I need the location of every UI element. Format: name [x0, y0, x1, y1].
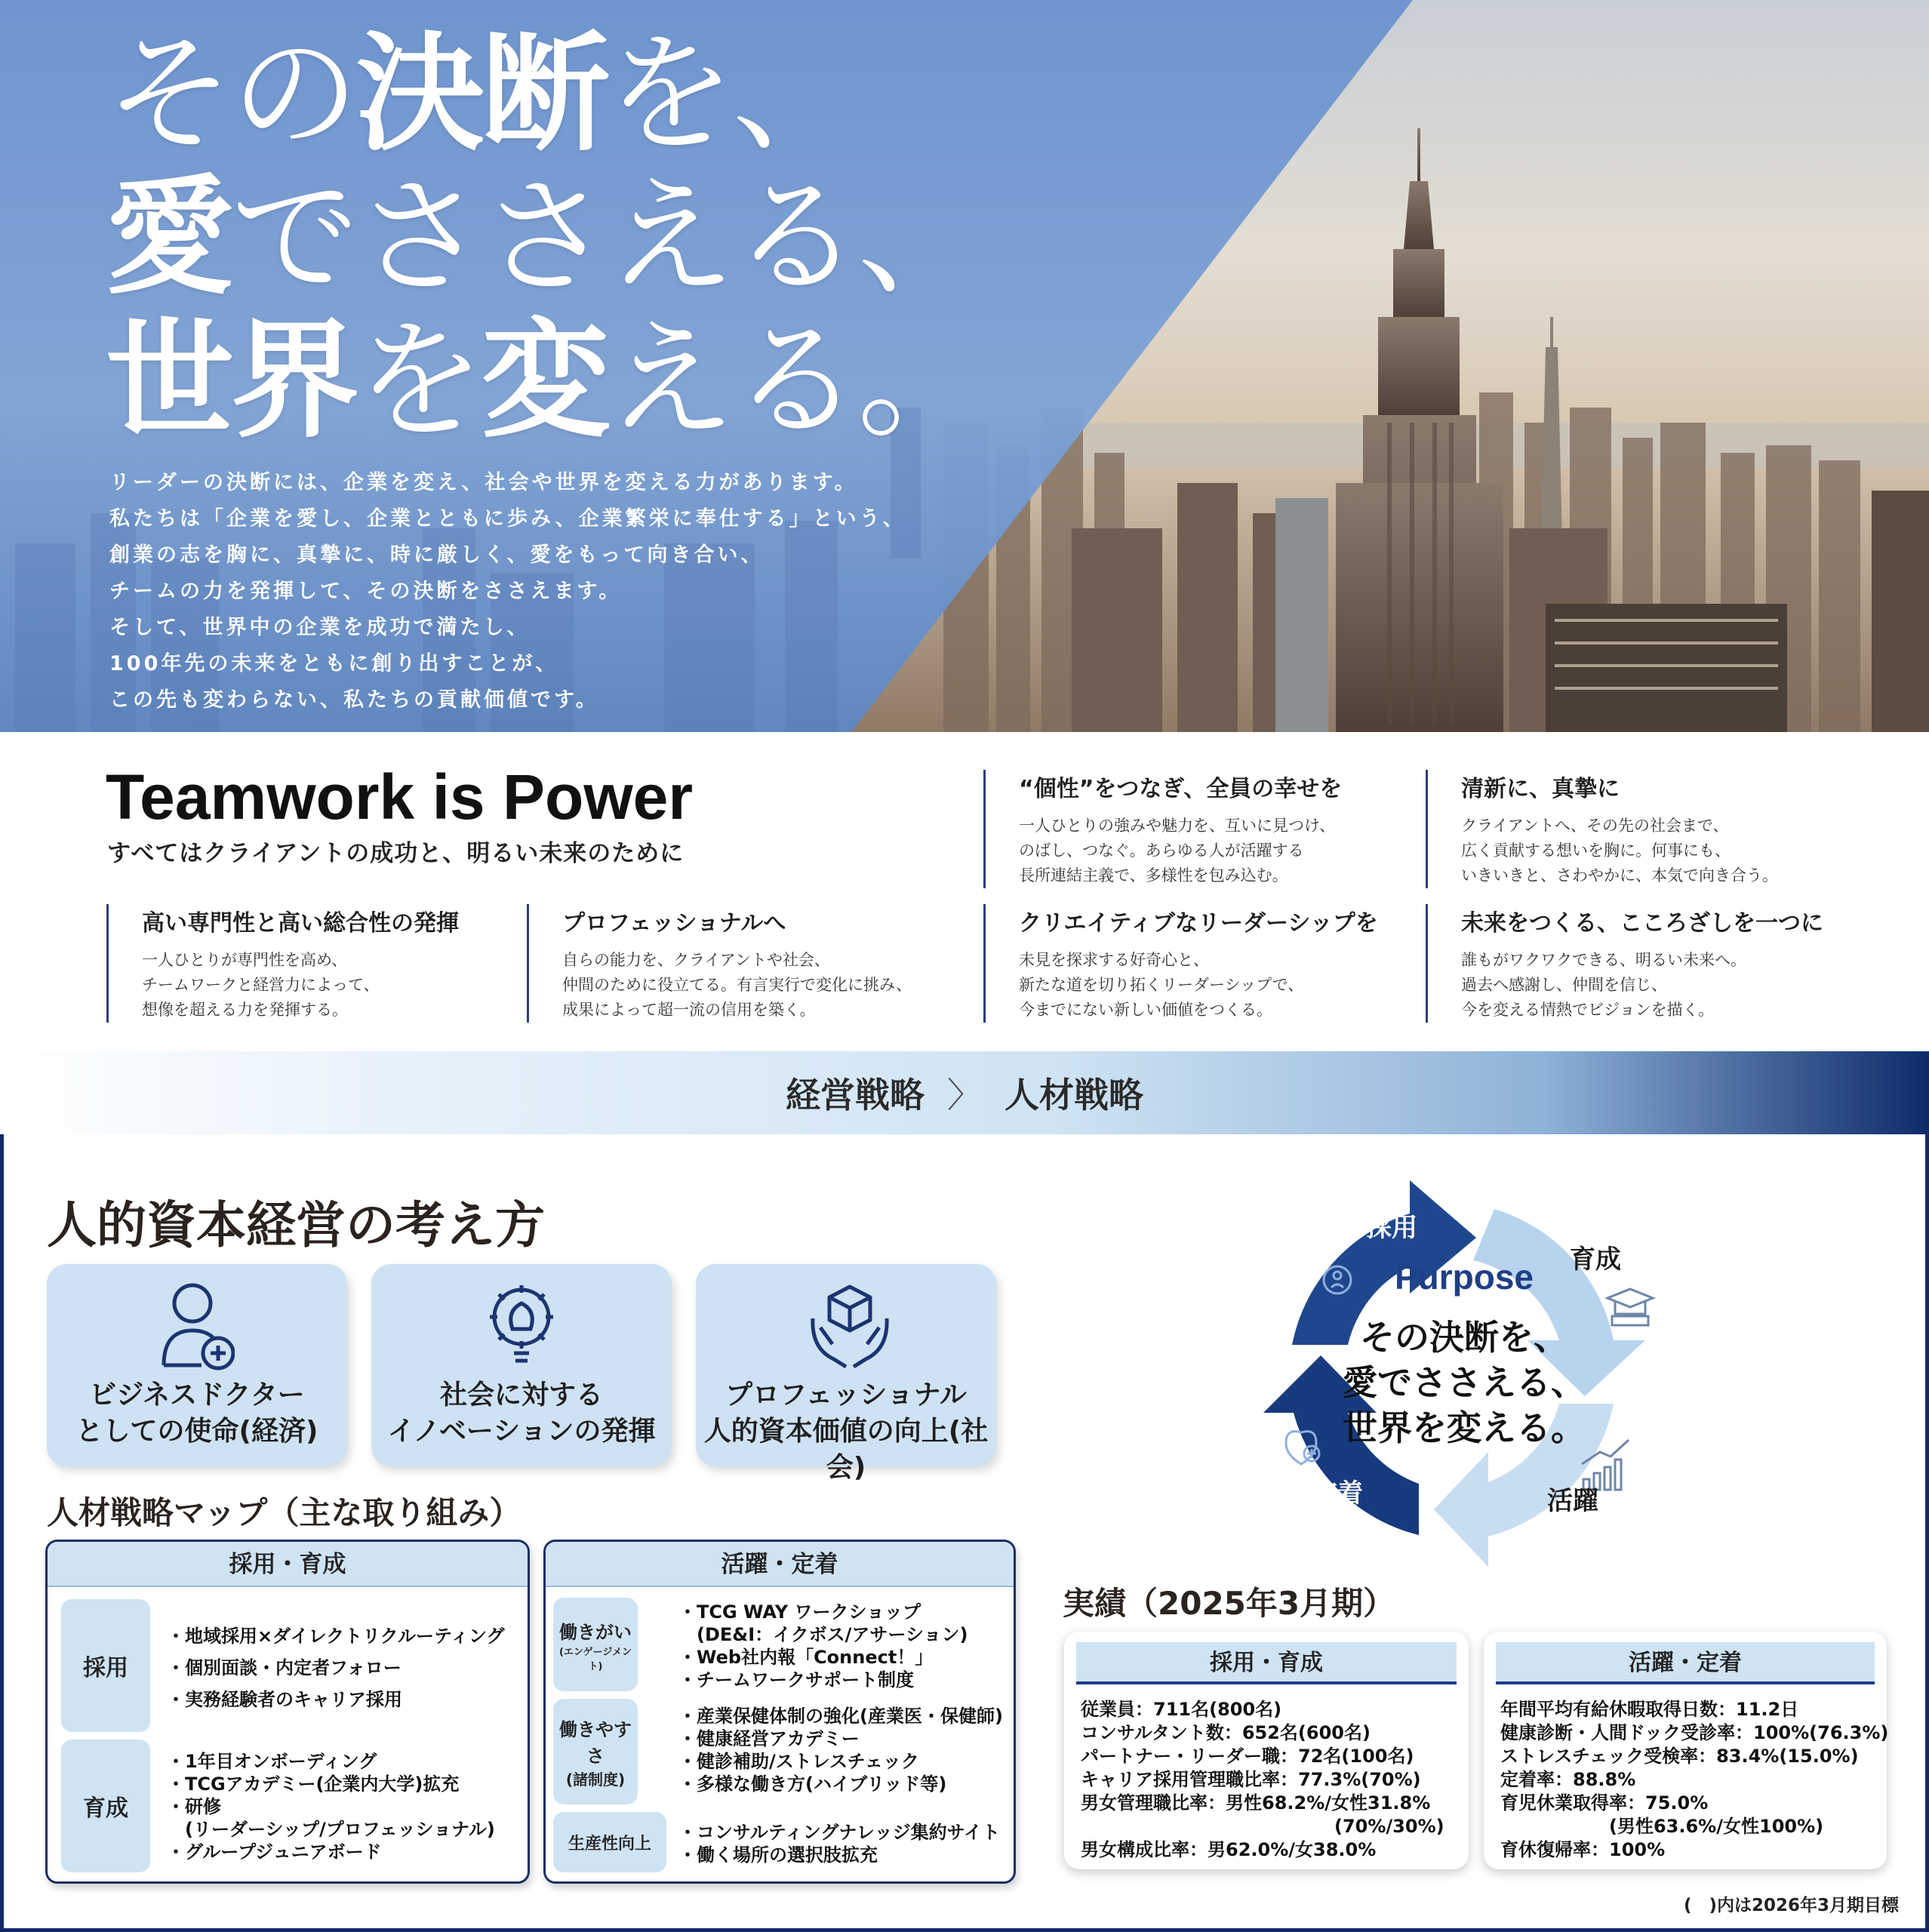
value-desc-line: 今を変える情熱でビジョンを描く。 [1461, 1001, 1715, 1019]
map-item-list [678, 1705, 1003, 1795]
value-desc [1461, 814, 1878, 888]
map-item: ・働く場所の選択肢拡充 [678, 1844, 878, 1866]
results-right-list [1500, 1698, 1888, 1862]
value-item [983, 904, 1406, 1023]
pillar-card [371, 1264, 672, 1466]
result-line: 定着率：88.8% [1500, 1769, 1636, 1790]
value-item [106, 904, 514, 1023]
map-tag: 採用 [61, 1599, 150, 1732]
results-left-list [1081, 1698, 1444, 1862]
chevron-right-icon: 〉 [947, 1075, 982, 1115]
map-right-header: 活躍・定着 [546, 1542, 1014, 1587]
person-add-icon [159, 1281, 235, 1371]
value-desc [562, 948, 964, 1023]
headline-line-1 [106, 20, 983, 169]
hero-section [0, 0, 1929, 732]
value-desc-line: 新たな道を切り拓くリーダーシップで、 [1019, 976, 1304, 994]
result-line: コンサルタント数：652名(600名) [1081, 1722, 1371, 1743]
result-line: (70%/30%) [1081, 1816, 1444, 1837]
result-line: 健康診断・人間ドック受診率：100%(76.3%) [1500, 1722, 1889, 1743]
results-left-header: 採用・育成 [1076, 1642, 1457, 1684]
value-title: プロフェッショナルへ [562, 910, 786, 937]
map-tag [553, 1699, 638, 1804]
purpose-cycle-diagram [1223, 1147, 1706, 1600]
value-desc-line: 広く貢献する想いを胸に。何事にも、 [1461, 841, 1731, 860]
pillar-label-line: ビジネスドクター [89, 1380, 305, 1411]
value-desc-line: 今までにない新しい価値をつくる。 [1019, 1001, 1272, 1019]
value-desc-line: クライアントへ、その先の社会まで、 [1461, 817, 1729, 835]
pillar-label-line: 社会に対する [439, 1380, 603, 1411]
pillar-card [696, 1264, 996, 1483]
results-footnote: ( )内は2026年3月期目標 [1683, 1896, 1899, 1915]
value-title: クリエイティブなリーダーシップを [1019, 910, 1378, 937]
value-item [983, 770, 1406, 888]
map-item: ・研修 [167, 1796, 221, 1817]
value-desc [142, 948, 514, 1023]
pillar-label [696, 1377, 996, 1486]
value-item [1426, 904, 1909, 1023]
pillar-label [371, 1377, 672, 1450]
map-item-list [678, 1821, 1000, 1866]
value-desc [1019, 814, 1406, 888]
results-title: 実績（2025年3月期） [1063, 1585, 1395, 1622]
result-line: ストレスチェック受検率：83.4%(15.0%) [1500, 1746, 1859, 1767]
map-item: ・Web社内報「Connect！」 [678, 1647, 934, 1668]
map-item: ・健診補助/ストレスチェック [678, 1751, 919, 1772]
map-tag: 生産性向上 [553, 1812, 666, 1872]
headline-text-bold: 愛 [106, 163, 232, 312]
map-item: ・個別面談・内定者フォロー [167, 1657, 401, 1678]
map-item: ・健康経営アカデミー [678, 1728, 860, 1749]
value-title: 未来をつくる、こころざしを一つに [1461, 910, 1823, 937]
strategy-map-right [543, 1540, 1016, 1884]
result-line: 育児休業取得率：75.0% [1500, 1792, 1709, 1814]
banner-left-label: 経営戦略 [786, 1075, 925, 1115]
value-desc-line: いきいきと、さわやかに、本気で向き合う。 [1461, 866, 1778, 884]
result-line: (男性63.6%/女性100%) [1500, 1816, 1824, 1837]
cycle-center-line: 愛でささえる、 [1343, 1362, 1586, 1403]
map-item-list [678, 1601, 968, 1691]
cycle-label-teichaku: 定着 [1312, 1478, 1363, 1509]
headline-text-bold: 決断 [356, 20, 608, 169]
value-desc-line: 過去へ感謝し、仲間を信じ、 [1461, 976, 1667, 994]
headline-text-bold: 世界 [106, 306, 357, 456]
headline-text: でささえる、 [231, 163, 983, 312]
hero-body-line: 100年先の未来をともに創り出すことが、 [109, 652, 559, 675]
cycle-label-ikusei: 育成 [1570, 1244, 1621, 1275]
result-line: 年間平均有給休暇取得日数：11.2日 [1500, 1699, 1799, 1720]
hero-body-text [109, 465, 906, 718]
headline-line-3 [106, 306, 983, 456]
map-tag-sublabel: (諸制度) [565, 1770, 626, 1789]
map-item: ・コンサルティングナレッジ集約サイト [678, 1822, 1000, 1843]
value-desc-line: 仲間のために役立てる。有言実行で変化に挑み、 [562, 976, 912, 994]
value-desc-line: 成果によって超一流の信用を築く。 [562, 1001, 816, 1019]
cycle-center-title: Purpose [1394, 1257, 1534, 1297]
map-tag: 育成 [61, 1740, 150, 1872]
results-right-card [1484, 1632, 1887, 1869]
result-line: 男女管理職比率：男性68.2%/女性31.8% [1081, 1792, 1431, 1814]
headline-text: その [106, 20, 357, 169]
pillar-label-line: プロフェッショナル [725, 1380, 967, 1411]
hc-title: 人的資本経営の考え方 [47, 1196, 545, 1254]
strategy-banner-text [0, 1051, 1929, 1134]
graduation-cap-icon [1608, 1289, 1653, 1325]
strategy-map-left [45, 1540, 530, 1884]
map-item: ・地域採用×ダイレクトリクルーティング [167, 1626, 505, 1647]
value-title: 清新に、真摯に [1461, 776, 1620, 802]
value-desc-line: 長所連結主義で、多様性を包み込む。 [1019, 866, 1288, 884]
hero-body-line: 私たちは「企業を愛し、企業とともに歩み、企業繁栄に奉仕する」という、 [109, 507, 906, 531]
value-desc-line: 一人ひとりの強みや魅力を、互いに見つけ、 [1019, 817, 1336, 835]
map-left-header: 採用・育成 [48, 1542, 528, 1587]
hero-headline [106, 20, 983, 456]
map-tag [553, 1598, 638, 1691]
value-desc-line: チームワークと経営力によって、 [142, 976, 380, 994]
map-item: ・グループジュニアボード [167, 1841, 382, 1863]
map-tag-label: 働きがい [559, 1621, 632, 1643]
pillar-label-line: イノベーションの発揮 [387, 1416, 656, 1447]
headline-text: を [356, 306, 482, 456]
hero-body-line: リーダーの決断には、企業を変え、社会や世界を変える力があります。 [109, 471, 858, 494]
result-line: 育休復帰率：100% [1500, 1839, 1666, 1860]
values-title: Teamwork is Power [106, 761, 694, 832]
value-title: 高い専門性と高い総合性の発揮 [142, 910, 459, 937]
headline-line-2 [106, 163, 983, 312]
cycle-label-katsuyaku: 活躍 [1547, 1486, 1598, 1516]
result-line: 従業員：711名(800名) [1081, 1699, 1282, 1720]
map-item: ・TCGアカデミー(企業内大学)拡充 [167, 1774, 460, 1795]
cycle-label-saiyou: 採用 [1366, 1213, 1417, 1243]
map-item: (リーダーシップ/プロフェッショナル) [167, 1819, 495, 1840]
value-desc [1461, 948, 1909, 1023]
cycle-center-line: 世界を変える。 [1343, 1407, 1586, 1448]
pillar-label [47, 1377, 347, 1450]
map-item-list [167, 1750, 495, 1863]
hero-body-line: 創業の志を胸に、真摯に、時に厳しく、愛をもって向き合い、 [109, 543, 765, 567]
map-tag-label: 働きやすさ [559, 1718, 632, 1767]
strategy-map-title: 人材戦略マップ（主な取り組み） [47, 1494, 521, 1531]
pillar-card [47, 1264, 347, 1466]
value-desc-line: のばし、つなぐ。あらゆる人が活躍する [1019, 841, 1304, 860]
hero-body-line: そして、世界中の企業を成功で満たし、 [109, 616, 531, 639]
value-desc-line: 一人ひとりが専門性を高め、 [142, 951, 348, 969]
value-item [527, 904, 964, 1023]
value-desc-line: 誰もがワクワクできる、明るい未来へ。 [1461, 951, 1746, 969]
value-desc-line: 未見を探求する好奇心と、 [1019, 951, 1209, 969]
result-line: 男女構成比率：男62.0%/女38.0% [1081, 1839, 1377, 1860]
results-left-card [1064, 1632, 1469, 1869]
lightbulb-gear-icon [484, 1281, 559, 1371]
value-desc-line: 自らの能力を、クライアントや社会、 [562, 951, 830, 969]
hands-box-icon [808, 1281, 891, 1371]
headline-text: を、 [607, 20, 858, 169]
map-item: (DE&I：イクボス/アサーション) [678, 1624, 968, 1645]
headline-text: える。 [607, 306, 983, 456]
map-item: ・多様な働き方(ハイブリッド等) [678, 1774, 947, 1795]
map-item-list [167, 1625, 505, 1711]
map-item: ・1年目オンボーディング [167, 1751, 377, 1772]
banner-right-label: 人材戦略 [1004, 1075, 1143, 1115]
result-line: キャリア採用管理職比率：77.3%(70%) [1081, 1769, 1421, 1790]
pillar-label-line: としての使命(経済) [75, 1416, 318, 1447]
value-title: “個性”をつなぎ、全員の幸せを [1019, 776, 1343, 802]
map-item: ・実務経験者のキャリア採用 [167, 1689, 402, 1710]
map-item: ・TCG WAY ワークショップ [678, 1601, 921, 1623]
results-right-header: 活躍・定着 [1496, 1642, 1875, 1684]
value-desc [1019, 948, 1406, 1023]
value-desc-line: 想像を超える力を発揮する。 [142, 1001, 348, 1019]
hero-body-line: チームの力を発揮して、その決断をささえます。 [109, 580, 623, 603]
map-tag-sublabel: (エンゲージメント) [558, 1646, 632, 1672]
pillar-label-line: 人的資本価値の向上(社会) [703, 1416, 989, 1483]
values-subtitle: すべてはクライアントの成功と、明るい未来のために [107, 840, 685, 867]
map-item: ・チームワークサポート制度 [678, 1669, 914, 1690]
headline-text-bold: 変 [481, 306, 608, 456]
hero-body-line: この先も変わらない、私たちの貢献価値です。 [109, 688, 599, 712]
value-item [1426, 770, 1878, 888]
map-item: ・産業保健体制の強化(産業医・保健師) [678, 1706, 1003, 1727]
result-line: パートナー・リーダー職：72名(100名) [1081, 1746, 1414, 1767]
cycle-center-line: その決断を、 [1360, 1317, 1568, 1358]
